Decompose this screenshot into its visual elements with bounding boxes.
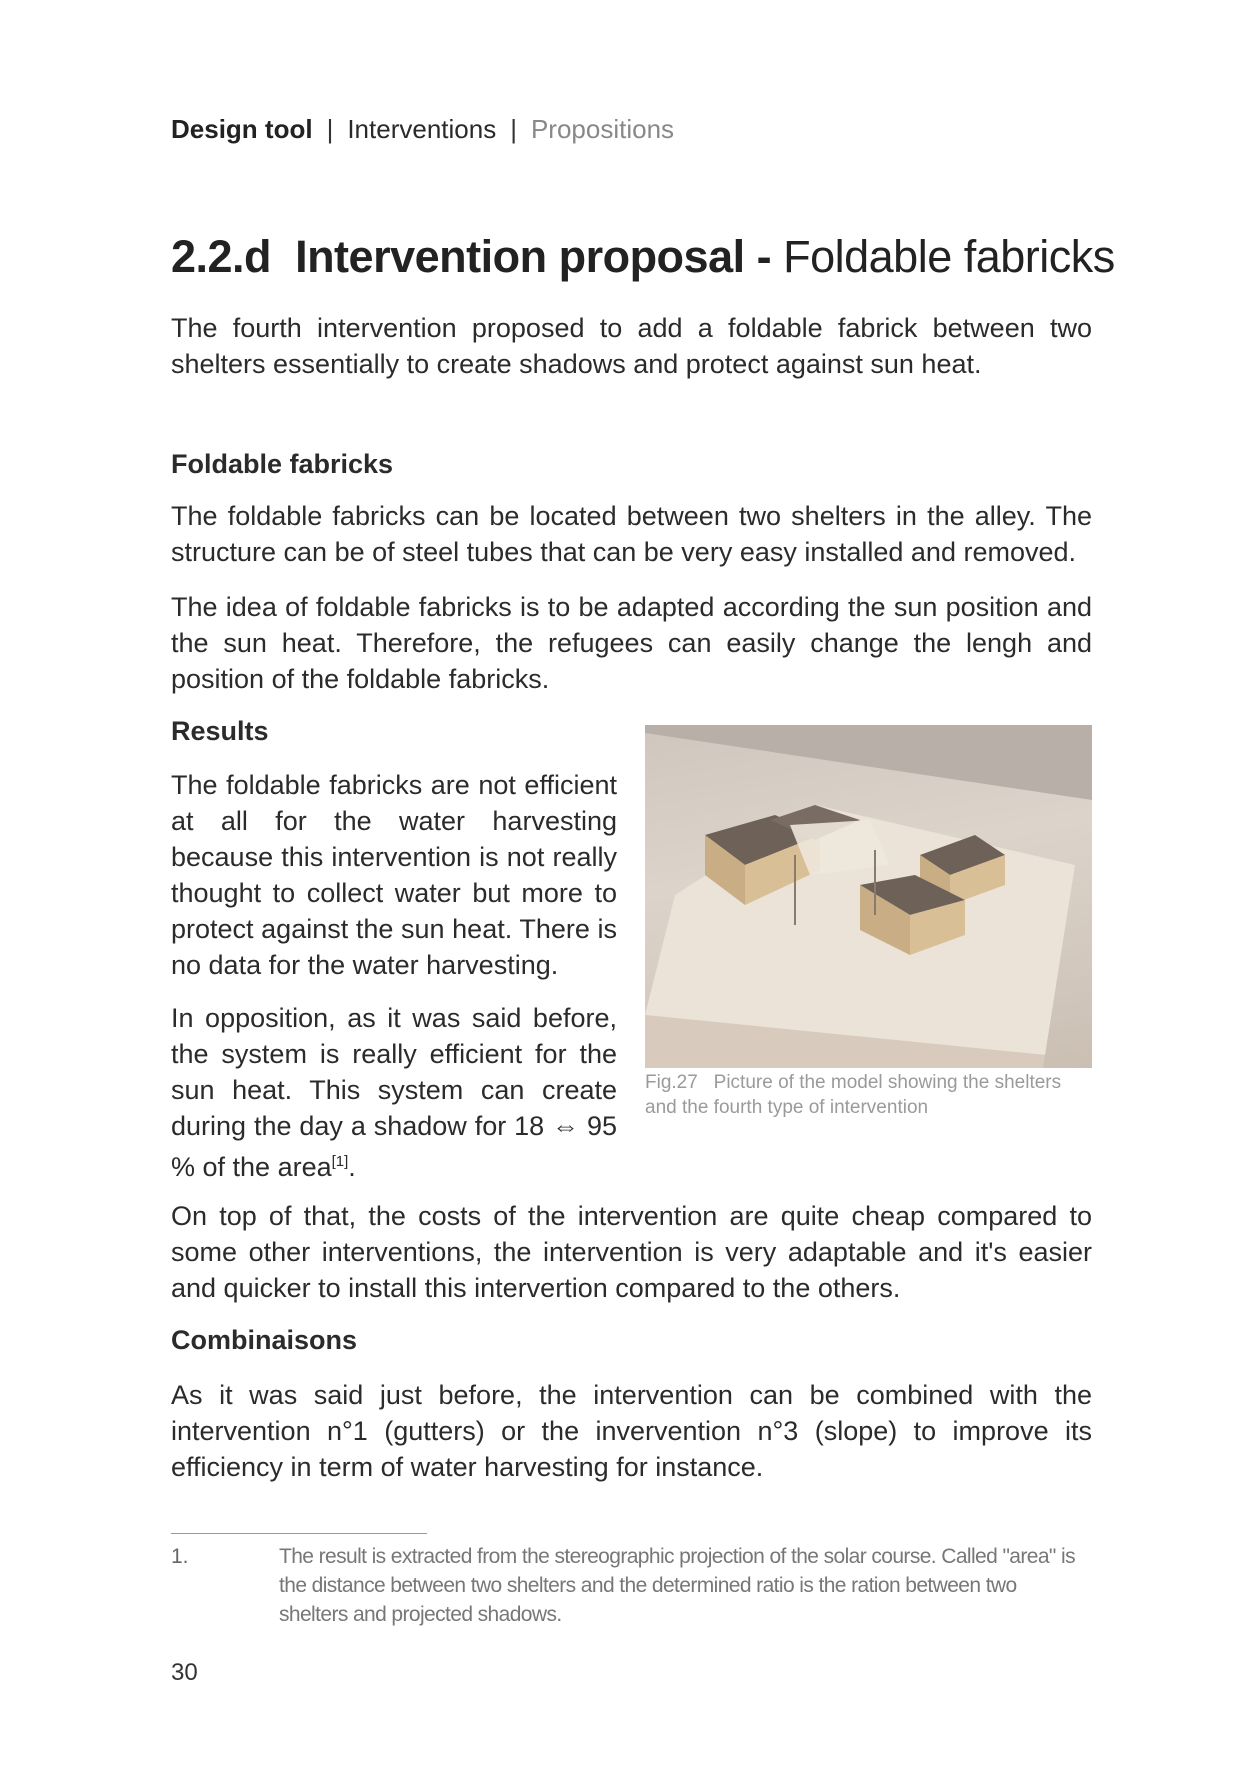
title-bold: Intervention proposal -	[295, 231, 772, 282]
breadcrumb-separator: |	[326, 114, 334, 144]
heading-results: Results	[171, 716, 269, 746]
figure-caption	[645, 1070, 1092, 1120]
page-title	[171, 230, 1115, 284]
breadcrumb-separator: |	[510, 114, 517, 144]
figure-model-photo	[645, 725, 1092, 1068]
intro-paragraph: The fourth intervention proposed to add a foldable fabrick between two shelters essentially to create shadows and protect against sun heat.	[171, 313, 1092, 379]
period: .	[348, 1152, 356, 1182]
results-paragraph-3: On top of that, the costs of the intervention are quite cheap compared to some other interventions, the intervention is very adaptable and it's easier and quicker to install this intervertion compared to the others.	[171, 1201, 1092, 1303]
page-number: 30	[171, 1659, 198, 1686]
footnote-divider	[171, 1533, 427, 1534]
figure-caption-text: Picture of the model showing the shelters and the fourth type of intervention	[645, 1072, 1062, 1118]
footnote-text: The result is extracted from the stereographic projection of the solar course. Called "area" is the distance between two shelters and the determined ratio is the ration between two shelters and projected shadows.	[279, 1545, 1075, 1626]
footnote-ref[interactable]: [1]	[331, 1153, 349, 1170]
foldable-paragraph-1: The foldable fabricks can be located between two shelters in the alley. The structure can be of steel tubes that can be very easy installed and removed.	[171, 501, 1092, 567]
combinaisons-paragraph: As it was said just before, the intervention can be combined with the intervention n°1 (gutters) or the invervention n°3 (slope) to improve its efficiency in term of water harvesting for instance.	[171, 1380, 1092, 1482]
heading-foldable-fabricks: Foldable fabricks	[171, 449, 394, 479]
breadcrumb-propositions: Propositions	[530, 114, 675, 144]
breadcrumb-interventions: Interventions	[347, 114, 497, 144]
footnote-number: 1.	[171, 1545, 189, 1568]
section-number: 2.2.d	[171, 231, 272, 282]
results-paragraph-1: The foldable fabricks are not efficient at all for the water harvesting because this intervention is not really thought to collect water but more to protect against the sun heat. There is no data for the water harvesting.	[171, 770, 617, 980]
heading-combinaisons: Combinaisons	[171, 1325, 358, 1355]
breadcrumb-design-tool: Design tool	[171, 114, 313, 144]
model-illustration	[645, 725, 1092, 1068]
results-paragraph-2	[171, 1000, 617, 1185]
figure-label: Fig.27	[645, 1072, 698, 1093]
title-light: Foldable fabricks	[783, 231, 1115, 282]
foldable-paragraph-2: The idea of foldable fabricks is to be adapted according the sun position and the sun heat. Therefore, the refugees can easily change the lengh and position of the foldable fabricks.	[171, 592, 1092, 694]
breadcrumb	[171, 113, 674, 145]
results-paragraph-2-text: In opposition, as it was said before, the system is really efficient for the sun heat. This system can create during the day a shadow for 18 ⇔ 95 % of the area	[171, 1003, 617, 1182]
